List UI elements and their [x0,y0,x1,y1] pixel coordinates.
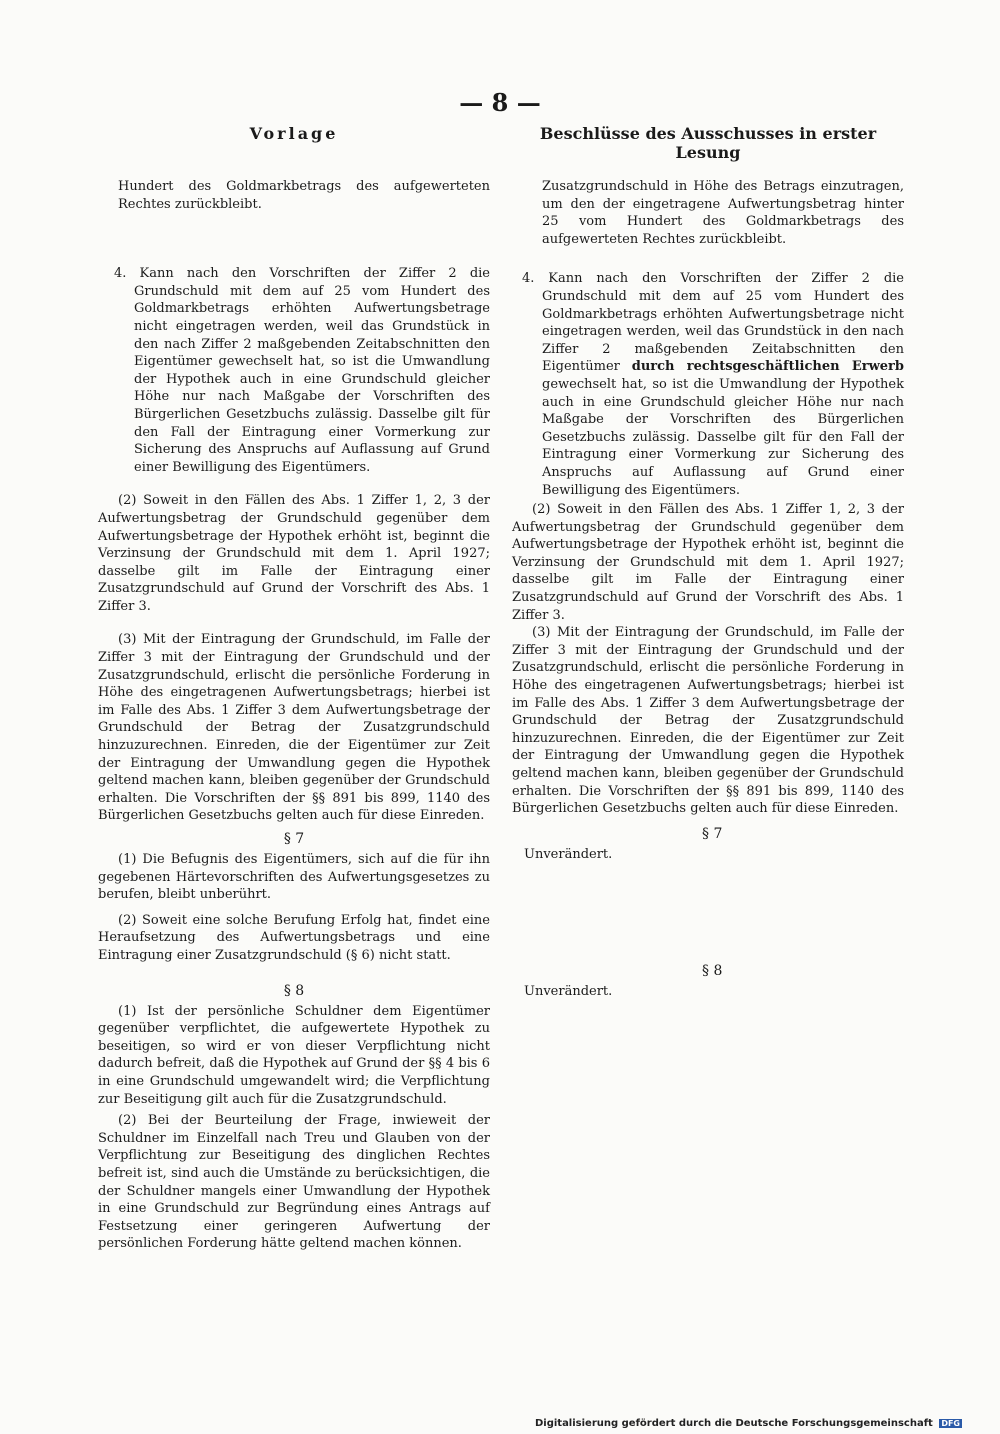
right-column [512,178,904,1001]
right-section-7: § 7 [702,825,723,842]
page-number: — 8 — [459,88,541,117]
left-item-4: 4. Kann nach den Vorschriften der Ziffer 2 die Grundschuld mit dem auf 25 vom Hundert des Goldmarkbetrags erhöhten Aufwertungsbetrage nicht eingetragen werden, weil das Grundstück in den nach Ziffer 2 maßgebenden Zeitabschnitten den Eigentümer gewechselt hat, so ist die Umwandlung der Hypothek auch in eine Grundschuld gleicher Höhe nur nach Maßgabe der Vorschriften des Bürgerlichen Gesetzbuchs zulässig. Dasselbe gilt für den Fall der Eintragung einer Vormerkung zur Sicherung des Anspruchs auf Auflassung auf Grund einer Bewilligung des Eigentümers. [114,266,490,475]
left-sec7-para-2: (2) Soweit eine solche Berufung Erfolg hat, findet eine Heraufsetzung des Aufwertungsbetrags und eine Eintragung einer Zusatzgrundschuld (§ 6) nicht statt. [98,912,490,963]
left-para-3: (3) Mit der Eintragung der Grundschuld, im Falle der Ziffer 3 mit der Eintragung der Grundschuld und der Zusatzgrundschuld, erlischt die persönliche Forderung in Höhe des eingetragenen Aufwertungsbetrags; hierbei ist im Falle des Abs. 1 Ziffer 3 dem Aufwertungsbetrage der Grundschuld der Betrag der Zusatzgrundschuld hinzuzurechnen. Einreden, die der Eigentümer zur Zeit der Eintragung der Umwandlung gegen die Hypothek geltend machen kann, bleiben gegenüber der Grundschuld erhalten. Die Vorschriften der §§ 891 bis 899, 1140 des Bürgerlichen Gesetzbuchs gelten auch für diese Einreden. [98,632,490,824]
left-sec7-para-1: (1) Die Befugnis des Eigentümers, sich auf die für ihn gegebenen Härtevorschriften des Aufwertungsgesetzes zu berufen, bleibt unberührt. [98,852,490,903]
right-section-8: § 8 [702,963,723,980]
left-sec8-para-2: (2) Bei der Beurteilung der Frage, inwieweit der Schuldner im Einzelfall nach Treu und Glauben von der Verpflichtung zur Beseitigung des dinglichen Rechtes befreit ist, sind auch die Umstände zu berücksichtigen, die der Schuldner mangels einer Umwandlung der Hypothek in eine Grundschuld zur Begründung eines Antrags auf Festsetzung einer geringeren Aufwertung der persönlichen Forderung hätte geltend machen können. [98,1113,490,1252]
right-para-continuation: Zusatzgrundschuld in Höhe des Betrags einzutragen, um den der eingetragene Aufwertungsbetrag hinter 25 vom Hundert des Goldmarkbetrags des aufgewerteten Rechtes zurückbleibt. [542,179,904,247]
footer-text: Digitalisierung gefördert durch die Deutsche Forschungsgemeinschaft [534,1418,933,1429]
left-column-heading: Vorlage [249,124,339,143]
left-section-8: § 8 [283,982,305,999]
footer [535,1418,962,1429]
left-para-2: (2) Soweit in den Fällen des Abs. 1 Ziffer 1, 2, 3 der Aufwertungsbetrag der Grundschuld gegenüber dem Aufwertungsbetrage der Hypothek erhöht ist, beginnt die Verzinsung der Grundschuld mit dem 1. April 1927; dasselbe gilt im Falle der Eintragung einer Zusatzgrundschuld auf Grund der Vorschrift des Abs. 1 Ziffer 3. [98,493,490,614]
right-para-3: (3) Mit der Eintragung der Grundschuld, im Falle der Ziffer 3 mit der Eintragung der Grundschuld und der Zusatzgrundschuld, erlischt die persönliche Forderung in Höhe des eingetragenen Aufwertungsbetrags; hierbei ist im Falle des Abs. 1 Ziffer 3 dem Aufwertungsbetrage der Grundschuld der Betrag der Zusatzgrundschuld hinzuzurechnen. Einreden, die der Eigentümer zur Zeit der Eintragung der Umwandlung gegen die Hypothek geltend machen kann, bleiben gegenüber der Grundschuld erhalten. Die Vorschriften der §§ 891 bis 899, 1140 des Bürgerlichen Gesetzbuchs gelten auch für diese Einreden. [512,625,904,817]
right-item-4 [512,270,904,499]
left-column [98,178,490,1253]
right-item-4-text-a: 4. Kann nach den Vorschriften der Ziffer 2 die Grundschuld mit dem auf 25 vom Hundert des Goldmarkbetrags erhöhten Aufwertungsbetrage nicht eingetragen werden, weil das Grundstück in den nach Ziffer 2 maßgebenden Zeitabschnitten den Eigentümer [522,271,904,375]
right-sec7-unchanged: Unverändert. [524,846,613,862]
right-item-4-text-b: gewechselt hat, so ist die Umwandlung der Hypothek auch in eine Grundschuld gleicher Höhe nur nach Maßgabe der Vorschriften des Bürgerlichen Gesetzbuchs zulässig. Dasselbe gilt für den Fall der Eintragung einer Vormerkung zur Sicherung des Anspruchs auf Auflassung auf Grund einer Bewilligung des Eigentümers. [542,376,904,498]
dfg-logo-icon: DFG [941,1419,960,1428]
right-sec8-unchanged: Unverändert. [524,984,613,1000]
left-sec8-para-1: (1) Ist der persönliche Schuldner dem Eigentümer gegenüber verpflichtet, die aufgewertete Hypothek zu beseitigen, so wird er von dieser Verpflichtung nicht dadurch befreit, daß die Hypothek auf Grund der §§ 4 bis 6 in eine Grundschuld umgewandelt wird; die Verpflichtung zur Beseitigung gilt auch für die Zusatzgrundschuld. [98,1003,490,1107]
right-para-2: (2) Soweit in den Fällen des Abs. 1 Ziffer 1, 2, 3 der Aufwertungsbetrag der Grundschuld gegenüber dem Aufwertungsbetrage der Hypothek erhöht ist, beginnt die Verzinsung der Grundschuld mit dem 1. April 1927; dasselbe gilt im Falle der Eintragung einer Zusatzgrundschuld auf Grund der Vorschrift des Abs. 1 Ziffer 3. [512,502,904,623]
left-para-continuation: Hundert des Goldmarkbetrags des aufgewerteten Rechtes zurückbleibt. [118,179,490,212]
left-section-7: § 7 [283,831,305,847]
right-item-4-emphasis: durch rechtsgeschäftlichen Erwerb [631,359,904,375]
right-column-heading: Beschlüsse des Ausschusses in erster Lesung [539,124,877,162]
